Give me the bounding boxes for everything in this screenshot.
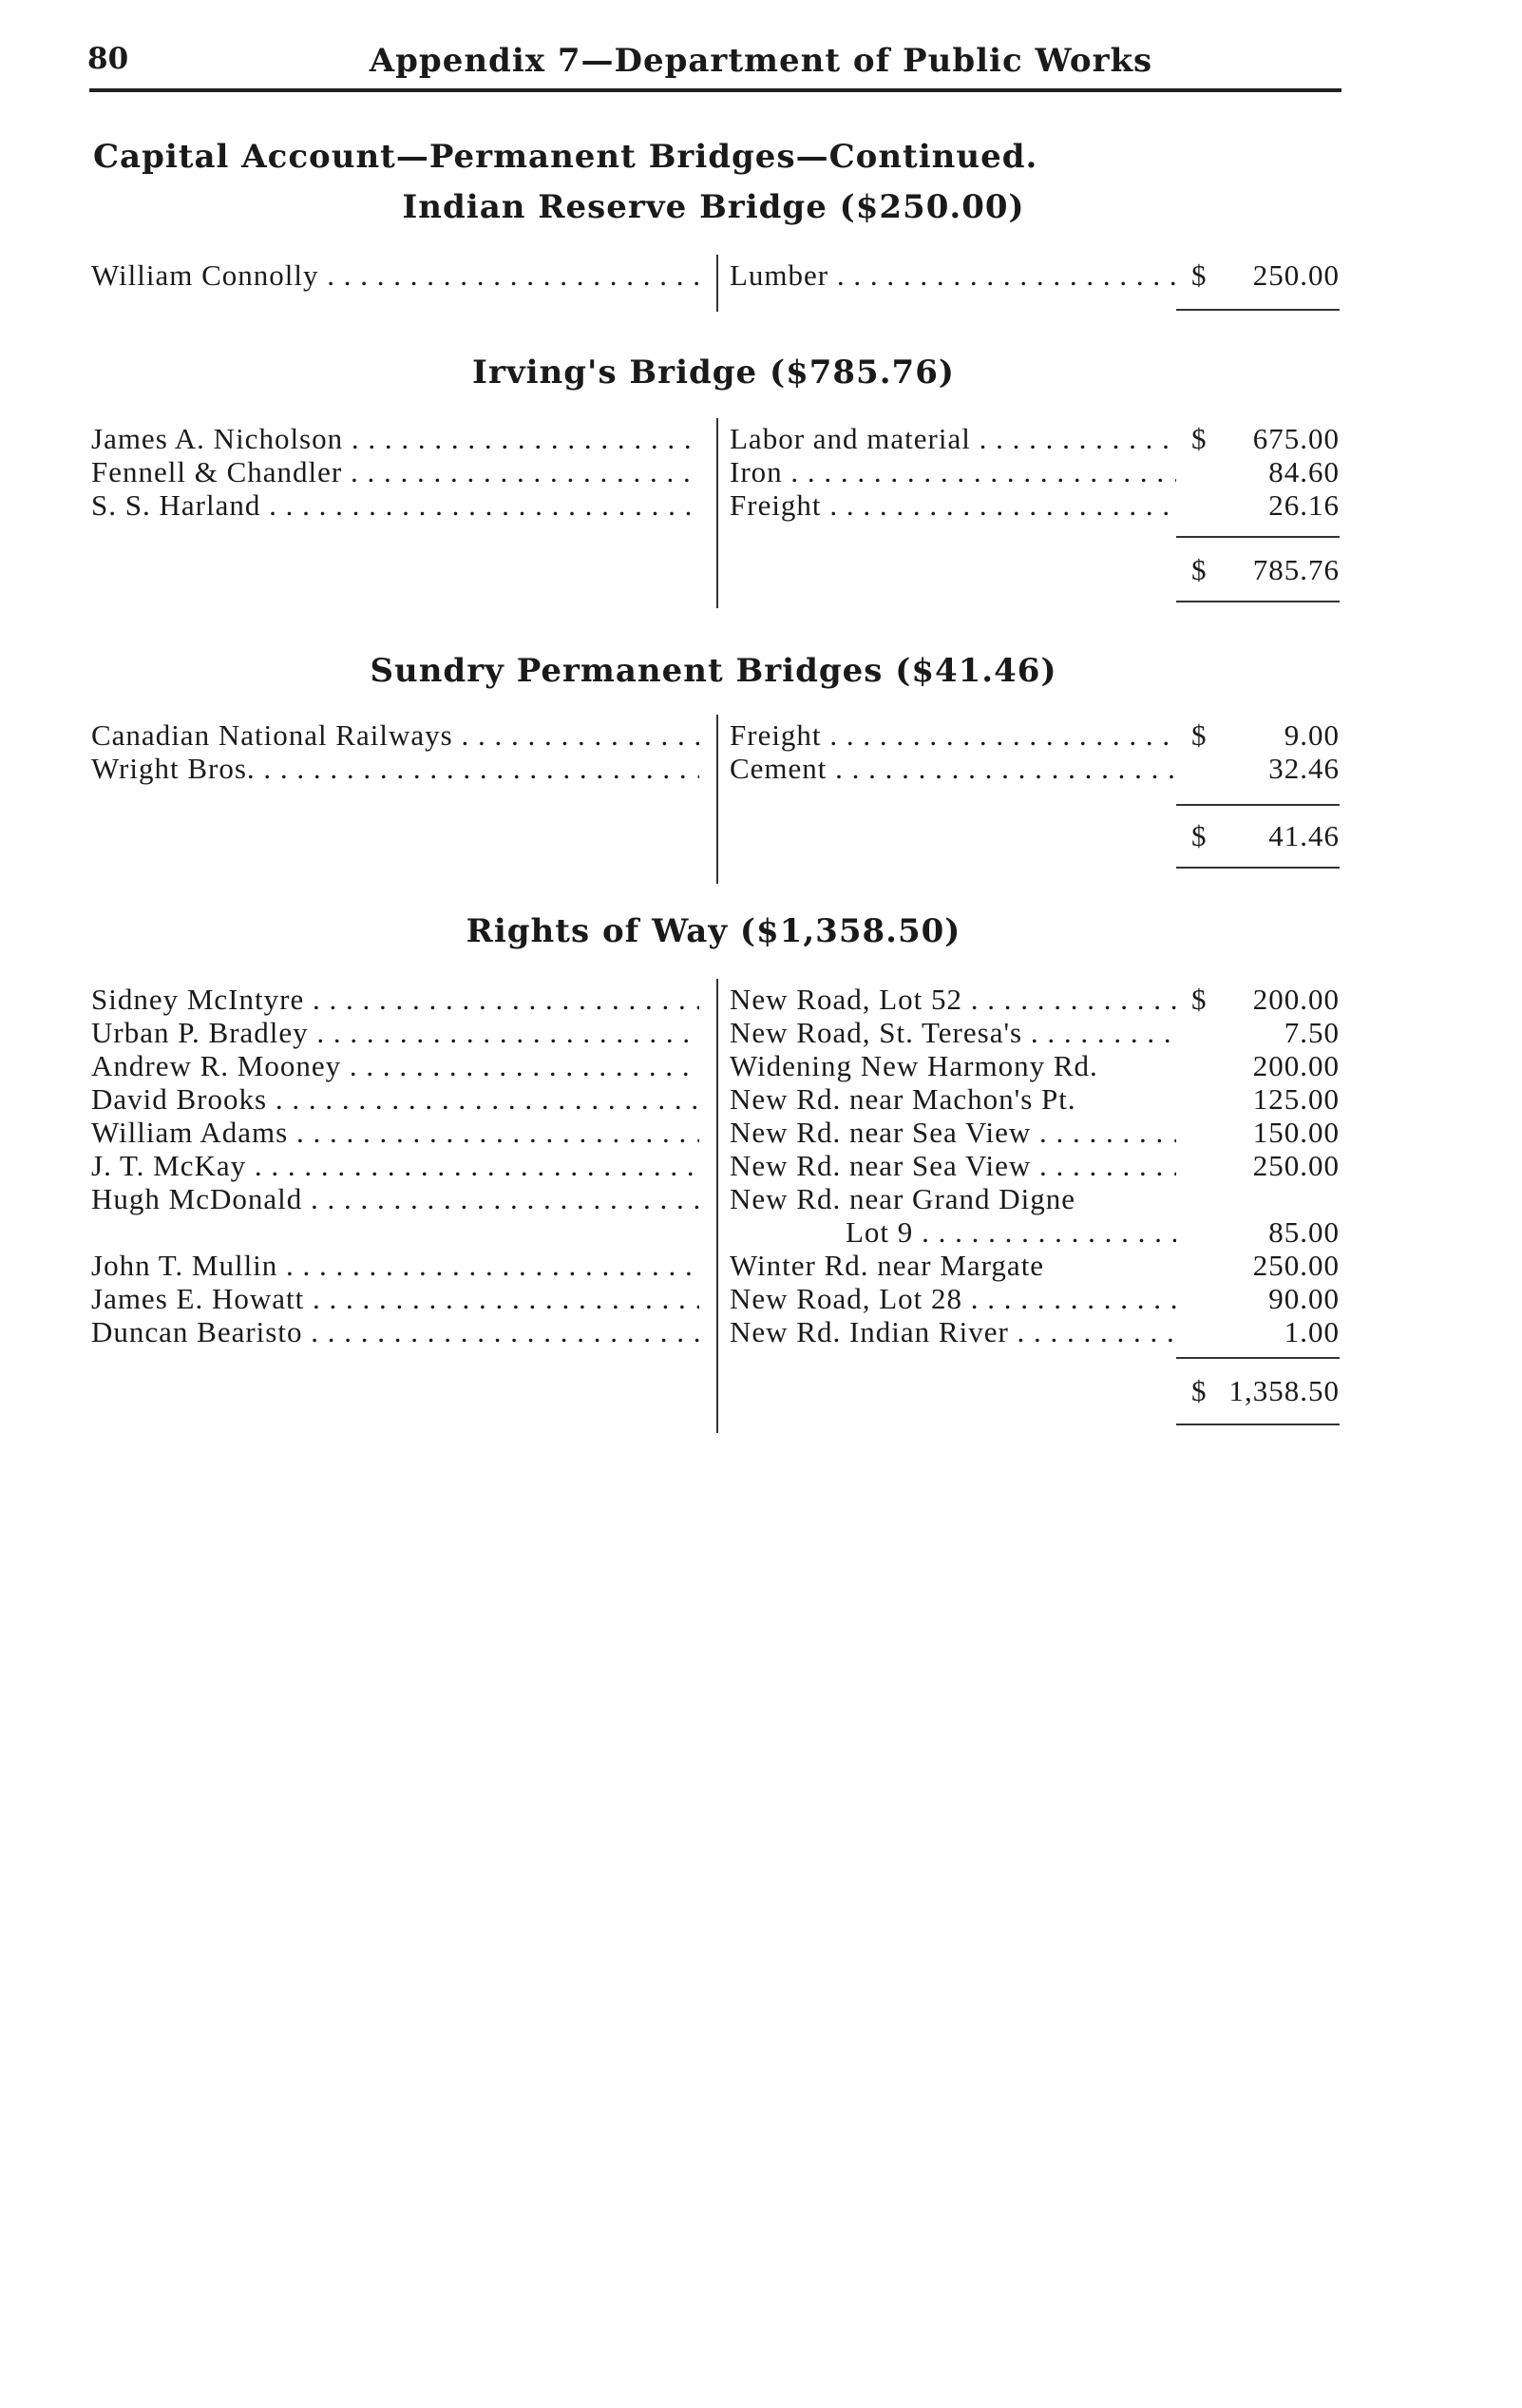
section-title-irvings-bridge: Irving's Bridge ($785.76)	[472, 354, 955, 392]
amount: 32.46	[1268, 752, 1340, 785]
amount: 250.00	[1252, 1249, 1340, 1282]
dollar-sign: $	[1191, 422, 1208, 455]
column-divider	[716, 979, 718, 1433]
payee-name: Hugh McDonald . . .	[91, 1182, 699, 1216]
item-description: Lot 9 . . .	[846, 1215, 1176, 1250]
item-description: New Road, Lot 52 . . .	[730, 983, 1176, 1017]
payee-name: William Adams . . .	[91, 1116, 699, 1150]
payee-name: Andrew R. Mooney . . .	[91, 1049, 699, 1083]
item-description: New Rd. near Grand Digne	[730, 1182, 1076, 1215]
total-amount: 1,358.50	[1228, 1374, 1340, 1407]
amount: 7.50	[1284, 1016, 1340, 1049]
subtotal-rule	[1176, 536, 1340, 538]
amount: 90.00	[1268, 1282, 1340, 1315]
subtotal-rule	[1176, 804, 1340, 806]
payee-name: S. S. Harland . . .	[91, 488, 699, 523]
dollar-sign: $	[1191, 718, 1208, 752]
amount: 26.16	[1268, 488, 1340, 522]
amount: 250.00	[1252, 1149, 1340, 1182]
amount: 200.00	[1252, 983, 1340, 1016]
item-description: Iron . . .	[730, 455, 1176, 489]
section-title-rights-of-way: Rights of Way ($1,358.50)	[466, 912, 961, 950]
item-description: Widening New Harmony Rd.	[730, 1049, 1098, 1082]
amount: 675.00	[1252, 422, 1340, 455]
total-amount: 785.76	[1252, 553, 1340, 586]
payee-name: Canadian National Railways . . .	[91, 718, 699, 753]
payee-name: Duncan Bearisto . . .	[91, 1315, 699, 1349]
amount: 125.00	[1252, 1082, 1340, 1116]
item-description: New Road, Lot 28 . . .	[730, 1282, 1176, 1316]
payee-name: Urban P. Bradley . . .	[91, 1016, 699, 1050]
dollar-sign: $	[1191, 983, 1208, 1016]
dollar-sign: $	[1191, 819, 1208, 852]
item-description: Winter Rd. near Margate	[730, 1249, 1045, 1282]
payee-name: Fennell & Chandler . . .	[91, 455, 699, 489]
dollar-sign: $	[1191, 1374, 1208, 1407]
payee-name: David Brooks . . .	[91, 1082, 699, 1117]
column-divider	[716, 418, 718, 608]
item-description: Freight . . .	[730, 718, 1176, 753]
payee-name: James A. Nicholson . . .	[91, 422, 699, 456]
section-title-indian-reserve-bridge: Indian Reserve Bridge ($250.00)	[402, 188, 1025, 226]
column-divider	[716, 255, 718, 312]
item-description: Lumber . . .	[730, 258, 1176, 293]
item-description: New Rd. near Machon's Pt.	[730, 1082, 1076, 1116]
amount: 9.00	[1284, 718, 1340, 752]
page-header-title: Appendix 7—Department of Public Works	[369, 42, 1153, 80]
header-rule	[89, 88, 1341, 92]
payee-name: William Connolly . . .	[91, 258, 699, 293]
item-description: New Road, St. Teresa's . . .	[730, 1016, 1176, 1050]
item-description: Labor and material . . .	[730, 422, 1176, 456]
payee-name: Sidney McIntyre . . .	[91, 983, 699, 1017]
payee-name: J. T. McKay . . .	[91, 1149, 699, 1183]
amount: 250.00	[1252, 258, 1340, 292]
amount: 150.00	[1252, 1116, 1340, 1149]
item-description: New Rd. Indian River . . .	[730, 1315, 1176, 1349]
item-description: New Rd. near Sea View . . .	[730, 1116, 1176, 1150]
column-divider	[716, 715, 718, 884]
amount: 85.00	[1268, 1215, 1340, 1249]
capital-account-heading: Capital Account—Permanent Bridges—Continued.	[93, 138, 1038, 176]
payee-name: John T. Mullin . . .	[91, 1249, 699, 1283]
payee-name: Wright Bros. . . .	[91, 752, 699, 786]
total-rule	[1176, 867, 1340, 869]
section-title-sundry-permanent-bridges: Sundry Permanent Bridges ($41.46)	[370, 652, 1057, 690]
item-description: Freight . . .	[730, 488, 1176, 523]
payee-name: James E. Howatt . . .	[91, 1282, 699, 1316]
amount: 1.00	[1284, 1315, 1340, 1348]
total-rule	[1176, 601, 1340, 602]
amount: 84.60	[1268, 455, 1340, 488]
amount: 200.00	[1252, 1049, 1340, 1082]
total-rule	[1176, 1424, 1340, 1425]
page-number: 80	[87, 42, 129, 76]
item-description: Cement . . .	[730, 752, 1176, 786]
dollar-sign: $	[1191, 553, 1208, 586]
dollar-sign: $	[1191, 258, 1208, 292]
total-amount: 41.46	[1268, 819, 1340, 852]
subtotal-rule	[1176, 1357, 1340, 1359]
item-description: New Rd. near Sea View . . .	[730, 1149, 1176, 1183]
subtotal-rule	[1176, 309, 1340, 311]
